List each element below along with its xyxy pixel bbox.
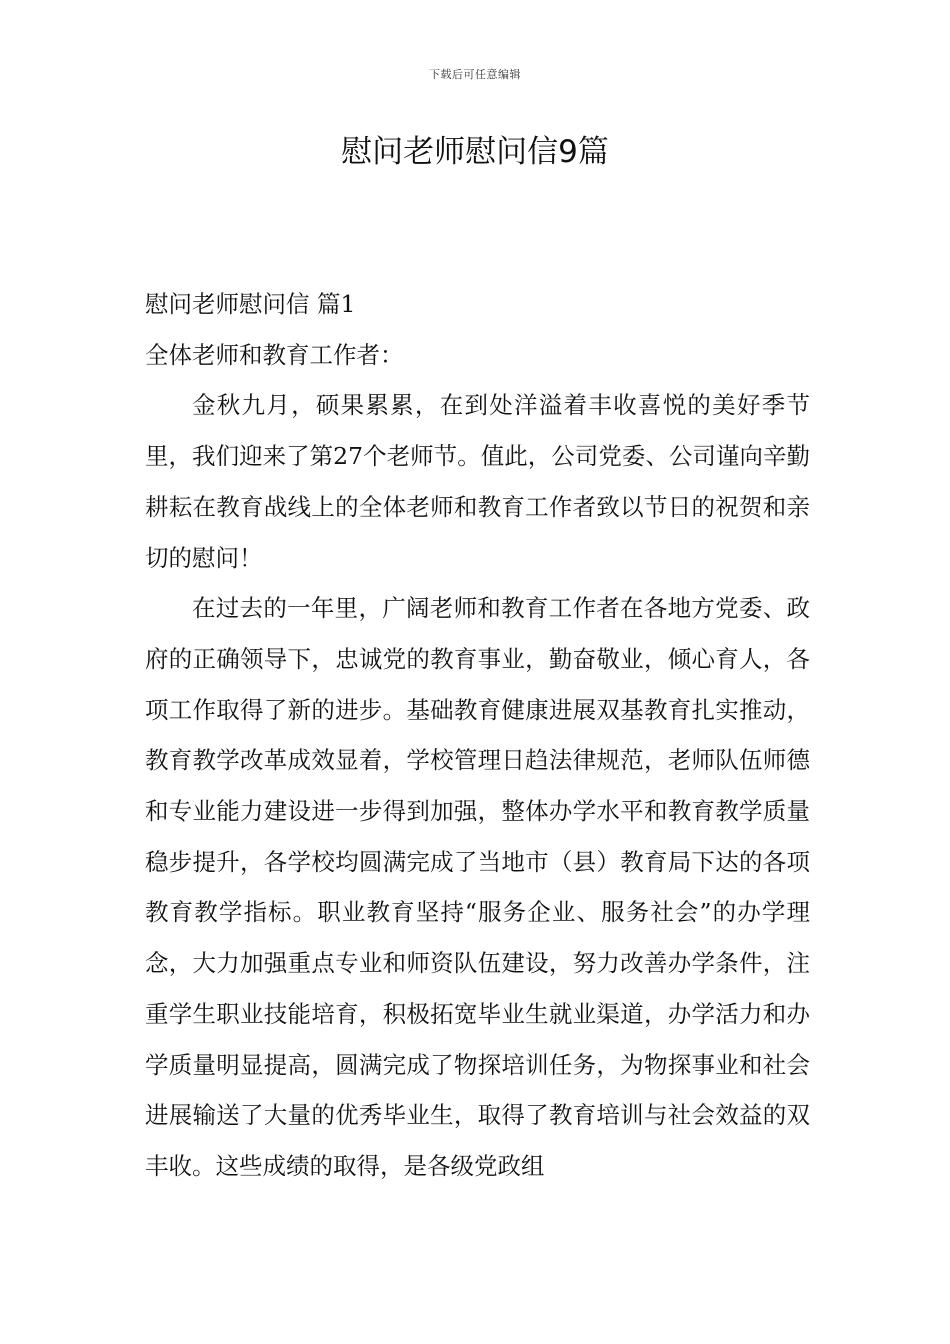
document-body (145, 279, 810, 1192)
header-note: 下载后可任意编辑 (429, 68, 521, 81)
document-title: 慰问老师慰问信9篇 (341, 134, 609, 170)
salutation: 全体老师和教育工作者： (145, 340, 404, 369)
body-paragraph-1: 金秋九月，硕果累累，在到处洋溢着丰收喜悦的美好季节里，我们迎来了第27个老师节。值此，公司党委、公司谨向辛勤耕耘在教育战线上的全体老师和教育工作者致以节日的祝贺和亲切的慰问！ (145, 391, 810, 572)
section-heading: 慰问老师慰问信 篇1 (145, 290, 356, 318)
body-paragraph-2: 在过去的一年里，广阔老师和教育工作者在各地方党委、政府的正确领导下，忠诚党的教育事业，勤奋敬业，倾心育人，各项工作取得了新的进步。基础教育健康进展双基教育扎实推动，教育教学改革成效显着，学校管理日趋法律规范，老师队伍师德和专业能力建设进一步得到加强，整体办学水平和教育教学质量稳步提升，各学校均圆满完成了当地市（县）教育局下达的各项教育教学指标。职业教育坚持“服务企业、服务社会”的办学理念，大力加强重点专业和师资队伍建设，努力改善办学条件，注重学生职业技能培育，积极拓宽毕业生就业渠道，办学活力和办学质量明显提高，圆满完成了物探培训任务，为物探事业和社会进展输送了大量的优秀毕业生，取得了教育培训与社会效益的双丰收。这些成绩的取得，是各级党政组 (145, 594, 810, 1180)
